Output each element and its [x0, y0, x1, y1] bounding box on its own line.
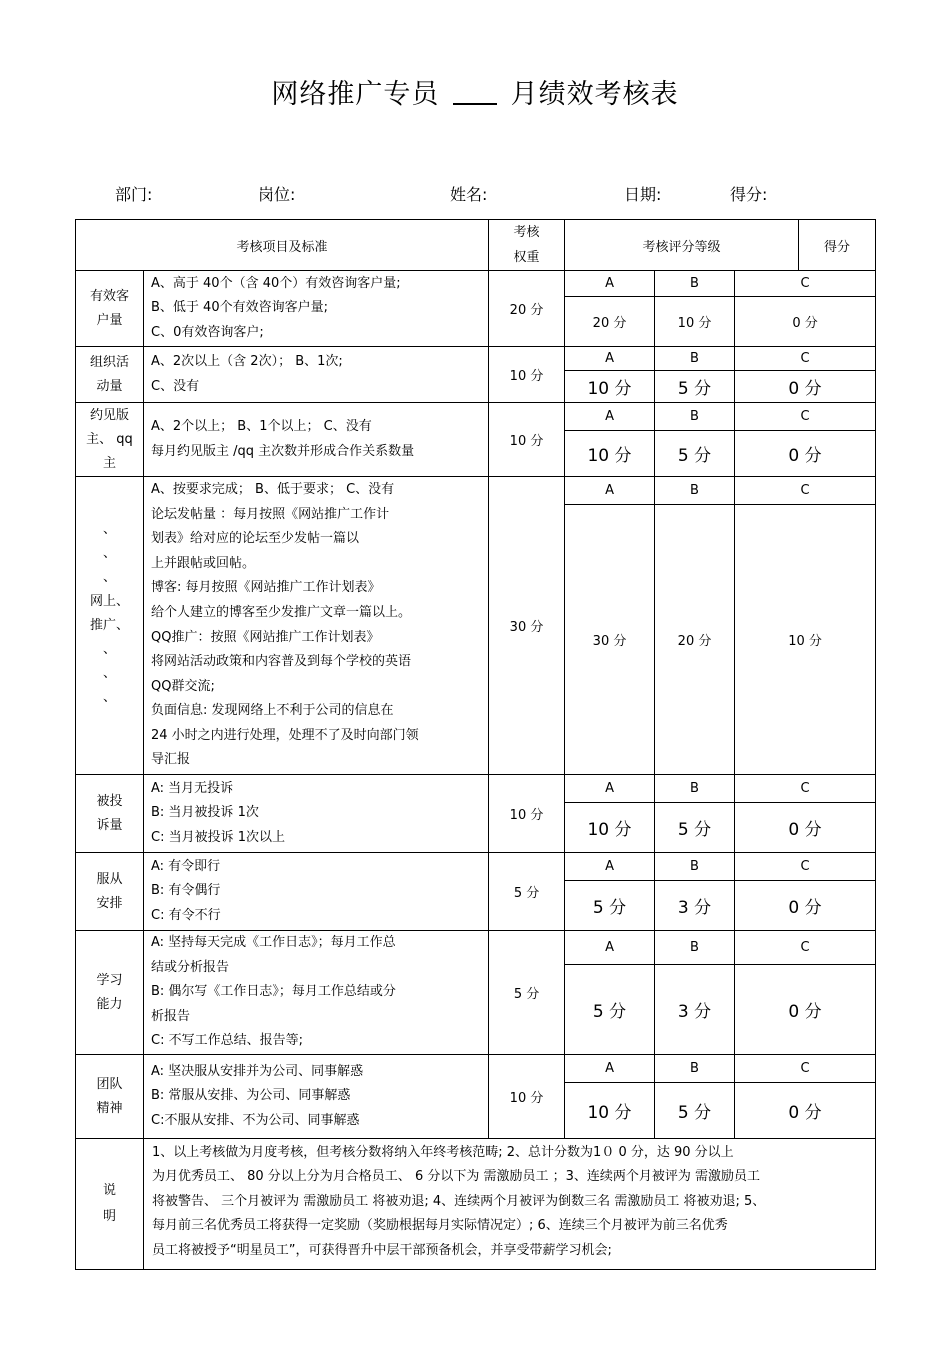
criteria-row [76, 931, 876, 965]
category-line: 安排 [96, 895, 123, 911]
standard-line: B: 偶尔写《工作日志》；每月工作总结或分 [151, 984, 396, 1000]
note-label [76, 1139, 144, 1270]
note-line: 每月前三名优秀员工将获得一定奖励（奖励根据每月实际情况定）; 6、连续三个月被评为前三名优秀 [152, 1218, 728, 1234]
grade-value: 0 分 [735, 965, 876, 1055]
grade-letter: C [735, 931, 876, 965]
grade-letter: C [735, 347, 876, 371]
criteria-standard [144, 931, 489, 1055]
standard-line: A、2个以上； B、1个以上； C、没有 [151, 418, 372, 434]
page-title [0, 72, 950, 111]
standard-line: A、高于 40个（含 40个）有效咨询客户量; [151, 275, 401, 291]
standard-line: QQ群交流; [151, 678, 215, 694]
criteria-category [76, 931, 144, 1055]
grade-value: 0 分 [735, 803, 876, 853]
grade-value: 0 分 [735, 1083, 876, 1139]
standard-line: 24 小时之内进行处理，处理不了及时向部门领 [151, 727, 419, 743]
category-line: 、 [102, 545, 116, 561]
category-line: 被投 [96, 793, 123, 809]
grade-value: 10 分 [565, 371, 655, 403]
category-line [76, 734, 143, 758]
category-line: 、 [102, 641, 116, 657]
criteria-weight: 10 分 [489, 775, 565, 853]
grade-value: 0 分 [735, 431, 876, 477]
standard-line: C: 当月被投诉 1次以上 [151, 829, 285, 845]
criteria-weight: 10 分 [489, 403, 565, 477]
grade-letter: B [655, 347, 735, 371]
criteria-standard [144, 271, 489, 347]
category-line [76, 494, 143, 518]
category-line: 学习 [96, 972, 123, 988]
grade-letter: A [565, 347, 655, 371]
criteria-category [76, 1055, 144, 1139]
standard-line: B: 有令偶行 [151, 883, 221, 899]
grade-letter: B [655, 853, 735, 881]
standard-line: A、2次以上（含 2次）； B、1次; [151, 353, 343, 369]
header-row [76, 220, 876, 271]
grade-value: 5 分 [655, 371, 735, 403]
standard-line: 划表》给对应的论坛至少发帖一篇以 [151, 531, 360, 547]
standard-line: A、按要求完成； B、低于要求； C、没有 [151, 481, 395, 497]
note-label-line: 明 [102, 1209, 116, 1224]
standard-line: 上并跟帖或回帖。 [151, 555, 256, 571]
assessment-table [75, 219, 876, 1270]
score-label: 得分: [730, 185, 768, 204]
standard-line: 每月约见版主 /qq 主次数并形成合作关系数量 [151, 443, 415, 459]
name-label: 姓名: [450, 185, 488, 204]
standard-line: 给个人建立的博客至少发推广文章一篇以上。 [151, 604, 412, 620]
criteria-standard [144, 1055, 489, 1139]
header-score: 得分 [799, 220, 876, 271]
category-line: 服从 [96, 871, 123, 887]
standard-line: B: 常服从安排、为公司、同事解惑 [151, 1088, 351, 1104]
note-line: 将被警告、 三个月被评为 需激励员工 将被劝退; 4、连续两个月被评为倒数三名 需激励员工 将被劝退; 5、 [152, 1193, 766, 1209]
grade-letter: A [565, 403, 655, 431]
grade-value: 5 分 [565, 965, 655, 1055]
criteria-weight: 10 分 [489, 347, 565, 403]
grade-value: 30 分 [565, 505, 655, 775]
grade-letter: A [565, 1055, 655, 1083]
criteria-category [76, 853, 144, 931]
standard-line: 负面信息: 发现网络上不利于公司的信息在 [151, 703, 394, 719]
standard-line: C、没有 [151, 378, 200, 394]
standard-line: C: 有令不行 [151, 907, 221, 923]
category-line: 、 [102, 521, 116, 537]
category-line: 户量 [96, 312, 123, 328]
category-line: 网上、 [89, 593, 129, 609]
note-line: 员工将被授予“明星员工”，可获得晋升中层干部预备机会，并享受带薪学习机会; [152, 1242, 612, 1258]
criteria-weight: 30 分 [489, 477, 565, 775]
grade-letter: A [565, 775, 655, 803]
grade-letter: A [565, 853, 655, 881]
standard-line: C:不服从安排、不为公司、同事解惑 [151, 1112, 360, 1128]
header-weight [489, 220, 565, 271]
criteria-weight: 5 分 [489, 853, 565, 931]
note-row [76, 1139, 876, 1270]
grade-value: 10 分 [735, 505, 876, 775]
criteria-row [76, 1055, 876, 1083]
standard-line: QQ推广：按照《网站推广工作计划表》 [151, 629, 380, 645]
standard-line: 博客: 每月按照《网站推广工作计划表》 [151, 580, 381, 596]
category-line: 团队 [96, 1076, 123, 1092]
date-label: 日期: [624, 185, 662, 204]
header-weight-line1: 考核 [513, 225, 540, 240]
category-line: 诉量 [96, 817, 123, 833]
grade-letter: C [735, 775, 876, 803]
category-line: 、 [102, 665, 116, 681]
criteria-weight: 20 分 [489, 271, 565, 347]
grade-value: 5 分 [655, 1083, 735, 1139]
category-line: 、 [102, 569, 116, 585]
criteria-standard [144, 403, 489, 477]
title-part2: 月绩效考核表 [510, 79, 679, 110]
criteria-row [76, 477, 876, 505]
grade-letter: C [735, 1055, 876, 1083]
grade-letter: A [565, 477, 655, 505]
post-label: 岗位: [258, 185, 296, 204]
standard-line: 析报告 [151, 1008, 191, 1024]
grade-value: 5 分 [565, 881, 655, 931]
category-line: 能力 [96, 996, 123, 1012]
grade-value: 10 分 [565, 1083, 655, 1139]
standard-line: B、低于 40个有效咨询客户量; [151, 300, 328, 316]
grade-value: 3 分 [655, 965, 735, 1055]
grade-value: 10 分 [655, 297, 735, 347]
note-label-line: 说 [102, 1183, 116, 1198]
dept-label: 部门: [115, 185, 153, 204]
category-line: 主 [102, 455, 116, 471]
criteria-standard [144, 477, 489, 775]
criteria-weight: 10 分 [489, 1055, 565, 1139]
grade-letter: C [735, 853, 876, 881]
grade-value: 0 分 [735, 881, 876, 931]
title-part1: 网络推广专员 [271, 79, 440, 110]
category-line: 约见版 [89, 407, 129, 423]
standard-line: 导汇报 [151, 752, 191, 768]
criteria-standard [144, 775, 489, 853]
category-line: 动量 [96, 378, 123, 394]
grade-value: 20 分 [565, 297, 655, 347]
standard-line: 将网站活动政策和内容普及到每个学校的英语 [151, 654, 412, 670]
standard-line: 结或分析报告 [151, 959, 230, 975]
grade-value: 0 分 [735, 297, 876, 347]
grade-letter: B [655, 403, 735, 431]
grade-letter: C [735, 271, 876, 297]
category-line: 主、 qq [86, 431, 133, 447]
category-line [76, 710, 143, 734]
note-text [144, 1139, 876, 1270]
criteria-row [76, 347, 876, 371]
grade-letter: A [565, 931, 655, 965]
standard-line: A: 坚决服从安排并为公司、同事解惑 [151, 1063, 364, 1079]
grade-value: 3 分 [655, 881, 735, 931]
criteria-row [76, 403, 876, 431]
category-line: 、 [102, 689, 116, 705]
criteria-standard [144, 853, 489, 931]
standard-line: 论坛发帖量 ：每月按照《网站推广工作计 [151, 506, 390, 522]
standard-line: A: 坚持每天完成《工作日志》；每月工作总 [151, 935, 396, 951]
criteria-row [76, 775, 876, 803]
criteria-row [76, 271, 876, 297]
header-items: 考核项目及标准 [76, 220, 489, 271]
grade-letter: B [655, 775, 735, 803]
criteria-category [76, 775, 144, 853]
criteria-category [76, 477, 144, 775]
header-weight-line2: 权重 [513, 250, 540, 265]
criteria-category [76, 403, 144, 477]
criteria-standard [144, 347, 489, 403]
criteria-row [76, 853, 876, 881]
grade-letter: B [655, 1055, 735, 1083]
standard-line: C、0有效咨询客户; [151, 324, 264, 340]
grade-letter: B [655, 477, 735, 505]
criteria-category [76, 271, 144, 347]
criteria-category [76, 347, 144, 403]
header-grades: 考核评分等级 [565, 220, 799, 271]
standard-line: A: 有令即行 [151, 858, 221, 874]
grade-value: 0 分 [735, 371, 876, 403]
category-line: 推广、 [89, 617, 129, 633]
category-line: 精神 [96, 1100, 123, 1116]
category-line: 组织活 [89, 354, 129, 370]
grade-letter: C [735, 403, 876, 431]
grade-letter: C [735, 477, 876, 505]
standard-line: A: 当月无投诉 [151, 780, 234, 796]
criteria-weight: 5 分 [489, 931, 565, 1055]
grade-letter: B [655, 271, 735, 297]
grade-letter: A [565, 271, 655, 297]
month-blank [453, 79, 497, 105]
standard-line: B: 当月被投诉 1次 [151, 805, 259, 821]
note-line: 为月优秀员工、 80 分以上分为月合格员工、 6 分以下为 需激励员工 ；3、连续两个月被评为 需激励员工 [152, 1169, 761, 1185]
grade-value: 10 分 [565, 431, 655, 477]
grade-value: 20 分 [655, 505, 735, 775]
note-line: 1、以上考核做为月度考核，但考核分数将纳入年终考核范畴; 2、总计分数为1０ 0 分，达 90 分以上 [152, 1145, 734, 1160]
category-line: 有效客 [89, 288, 129, 304]
grade-value: 10 分 [565, 803, 655, 853]
grade-value: 5 分 [655, 803, 735, 853]
grade-letter: B [655, 931, 735, 965]
standard-line: C: 不写工作总结、报告等; [151, 1033, 303, 1049]
grade-value: 5 分 [655, 431, 735, 477]
